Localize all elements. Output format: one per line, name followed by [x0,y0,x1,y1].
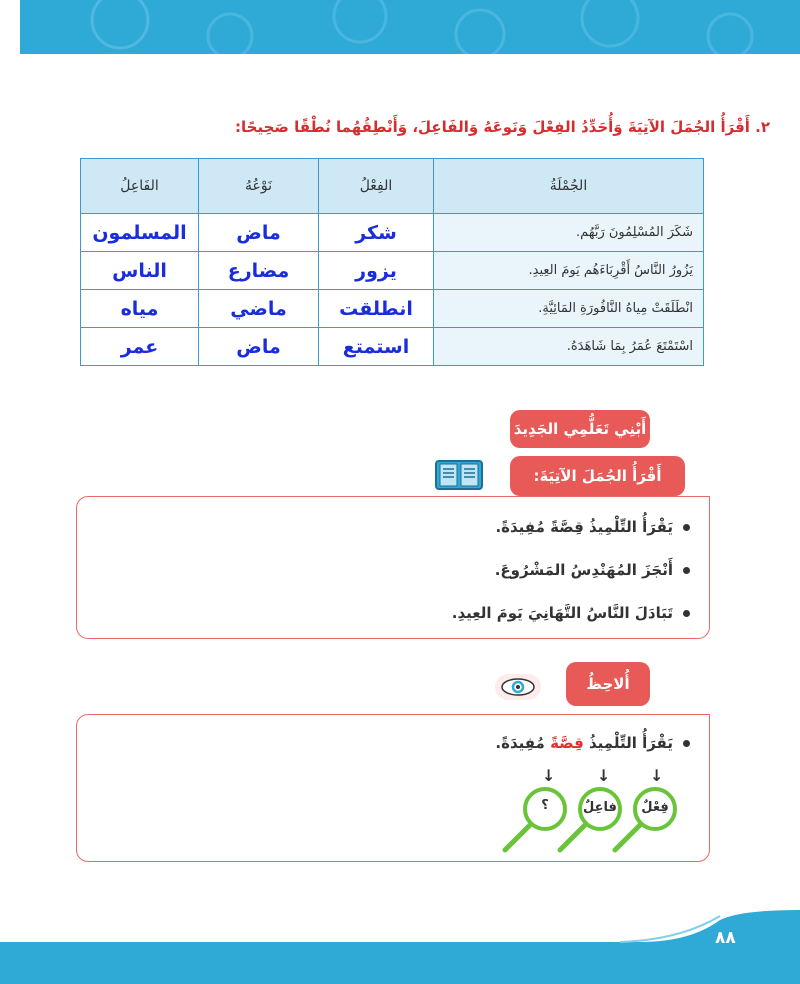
notice-sentence-list [190,722,690,765]
magnifier-group [490,785,690,855]
type-cell: ماض [199,328,319,366]
table-row [81,214,704,252]
footer-band [0,910,800,984]
sentence-cell: اسْتَمْتَعَ عُمَرُ بِمَا شَاهَدَهُ. [434,328,704,366]
subject-cell: مياه [81,290,199,328]
type-cell: مضارع [199,252,319,290]
analysis-table [80,158,704,366]
list-item [190,506,690,549]
table-row [81,252,704,290]
type-cell: ماض [199,214,319,252]
lens-label-question: ؟ [541,798,549,813]
list-item-text: تَبَادَلَ النَّاسُ التَّهَانِيَ يَومَ العِيدِ. [451,604,673,622]
sentence-cell: انْطَلَقَتْ مِياهُ النَّافُورَةِ المَائِيَّةِ. [434,290,704,328]
subject-cell: عمر [81,328,199,366]
lens-label-subject: فاعِلٌ [583,800,617,815]
header-type: نَوْعُهُ [199,159,319,214]
down-arrow-icon: ↓ [650,766,664,785]
lens-label-verb: فِعْلٌ [641,800,669,815]
table-row [81,290,704,328]
verb-cell: انطلقت [319,290,434,328]
section-notice-tab: أُلاحِظُ [566,662,650,706]
verb-cell: يزور [319,252,434,290]
header-pattern [0,0,800,54]
subject-cell: الناس [81,252,199,290]
eye-icon [495,674,541,700]
read-sentences-list [190,506,690,635]
section-new-learning-tab: أَبْنِي تَعَلُّمِي الجَدِيدَ [510,410,650,448]
sentence-cell: شَكَرَ المُسْلِمُونَ رَبَّهُم. [434,214,704,252]
header-verb: الفِعْلُ [319,159,434,214]
table-header-row [81,159,704,214]
list-item [190,722,690,765]
list-item-text: أَنْجَزَ المُهَنْدِسُ المَشْرُوعَ. [494,561,673,579]
section-read-tab: أَقْرَأُ الجُمَلَ الآتِيَةَ: [510,456,685,496]
down-arrow-icon: ↓ [542,766,556,785]
notice-sentence-start: يَقْرَأُ التِّلْمِيذُ [583,734,673,752]
list-item [190,549,690,592]
header-subject: الفَاعِلُ [81,159,199,214]
table-row [81,328,704,366]
magnifier-icon [560,789,620,850]
page-number: ٨٨ [715,928,736,948]
verb-cell: شكر [319,214,434,252]
header-band [0,0,800,54]
type-cell: ماضي [199,290,319,328]
verb-cell: استمتع [319,328,434,366]
header-sentence: الجُمْلَةُ [434,159,704,214]
open-book-icon [434,459,484,495]
list-item-text: يَقْرَأُ التِّلْمِيذُ قِصَّةً مُفِيدَةً. [495,518,673,536]
down-arrow-icon: ↓ [597,766,611,785]
notice-sentence-end: مُفِيدَةً. [495,734,551,752]
subject-cell: المسلمون [81,214,199,252]
notice-sentence-highlight: قِصَّةً [550,734,584,752]
question-title: ٢. أَقْرَأُ الجُمَلَ الآتِيَةَ وَأُحَدِّدُ الفِعْلَ وَنَوعَهُ وَالفَاعِلَ، وَأَنْطِقُهُما نُطْقًا صَحِيحًا: [235,118,770,136]
list-item [190,592,690,635]
sentence-cell: يَزُورُ النَّاسُ أَقْرِبَاءَهُم يَومَ العِيدِ. [434,252,704,290]
